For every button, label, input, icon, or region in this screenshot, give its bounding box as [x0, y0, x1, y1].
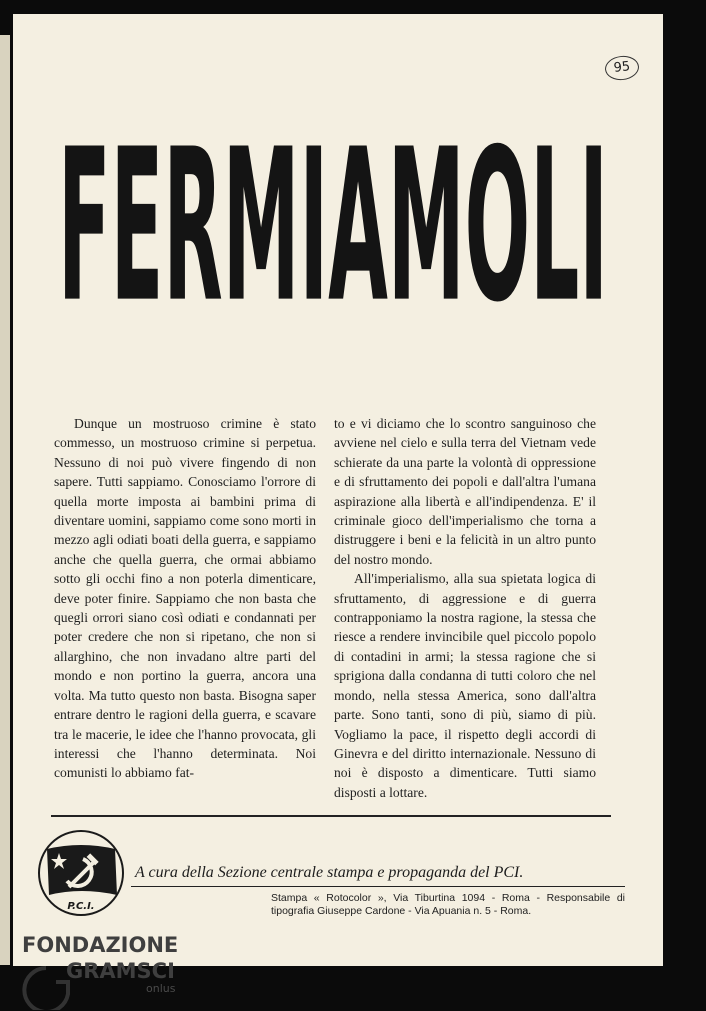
watermark-line2: GRAMSCI: [66, 959, 175, 983]
body-paragraph: [54, 414, 316, 783]
footer-rule: [51, 815, 611, 817]
body-text-1: Dunque un mostruoso crimine è stato commesso, un mostruoso crimine si perpetua. Nessuno di noi può vivere fingendo di non sapere. Tutti sappiamo. Conosciamo l'orrore di quella morte imposta ai bambini prima di diventare uomini, sappiamo come sono morti in mezzo agli odiati boati della guerra, e sappiamo anche che quella guerra, che ormai abbiamo sotto gli occhi fino a non poterla dimenticare, deve poter finire. Sappiamo che non basta che quegli orrori siano così odiati e condannati per poter credere che non si ripetano, che non si allarghino, che non invadano altre parti del mondo e non portino la guerra, ancora una volta. Ma tutto questo non basta. Bisogna saper entrare dentro le ragioni della guerra, e scavare tra le macerie, le idee che l'hanno provocata, gli interessi che l'hanno determinata. Noi comunisti lo abbiamo fat-: [54, 416, 316, 781]
printer-imprint: Stampa « Rotocolor », Via Tiburtina 1094 - Roma - Responsabile di tipografia Giuseppe Cardone - Via Apuania n. 5 - Roma.: [271, 892, 625, 917]
body-column-2: [334, 414, 596, 802]
caption-underline: [131, 886, 625, 887]
logo-text: P.C.I.: [67, 901, 95, 912]
headline-text: FERMIAMOLI: [58, 104, 608, 349]
watermark-line3: onlus: [146, 982, 176, 995]
document-page: [13, 14, 663, 966]
body-paragraph: [334, 569, 596, 802]
page-number-mark: 95: [604, 54, 640, 81]
archive-watermark: [18, 930, 198, 1010]
headline: [58, 102, 608, 349]
footer-caption: A cura della Sezione centrale stampa e propaganda del PCI.: [135, 864, 524, 881]
adjacent-page-edge: [0, 35, 10, 965]
body-text-2: to e vi diciamo che lo scontro sanguinoso che avviene nel cielo e sulla terra del Vietnam vede schierate da una parte la volontà di oppressione e di sfruttamento dei popoli e dall'altra l'umana aspirazione alla libertà e all'indipendenza. E' il criminale gioco dell'imperialismo che torna a distruggere i beni e la felicità in un altro punto del nostro mondo.: [334, 416, 596, 567]
body-text-3: All'imperialismo, alla sua spietata logica di sfruttamento, di aggressione e di guerra contrapponiamo la nostra ragione, la stessa che riesce a rendere invincibile quel piccolo popolo di contadini in armi; la stessa ragione che si sprigiona dalla condanna di tutti coloro che nel mondo, nella stessa America, sono dall'altra parte. Sono tanti, sono di più, siamo di più. Vogliamo la pace, il rispetto degli accordi di Ginevra e del diritto internazionale. Nessuno di noi è disposto a dimenticare. Tutti siamo disposti a lottare.: [334, 571, 596, 800]
body-paragraph: [334, 414, 596, 569]
body-column-1: [54, 414, 316, 783]
watermark-line1: FONDAZIONE: [22, 933, 179, 957]
pci-logo: [37, 829, 125, 917]
